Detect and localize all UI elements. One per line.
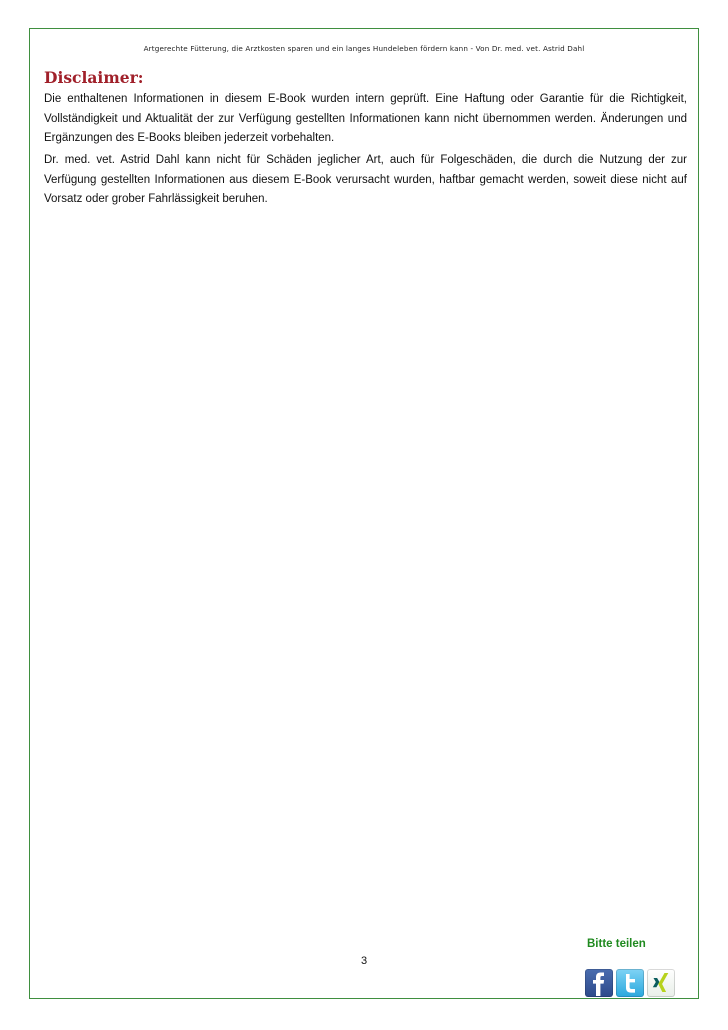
- page-number: 3: [361, 955, 368, 967]
- xing-icon[interactable]: [647, 969, 675, 997]
- twitter-icon[interactable]: [616, 969, 644, 997]
- running-header: Artgerechte Fütterung, die Arztkosten sparen und ein langes Hundeleben fördern kann - Von Dr. med. vet. Astrid Dahl: [143, 44, 585, 53]
- share-label: Bitte teilen: [587, 938, 646, 950]
- disclaimer-paragraph-2: Dr. med. vet. Astrid Dahl kann nicht für Schäden jeglicher Art, auch für Folgeschäden, die durch die Nutzung der zur Verfügung gestellten Informationen aus diesem E-Book verursacht wurden, haftbar gemacht werden, soweit diese nicht auf Vorsatz oder grober Fahrlässigkeit beruhen.: [44, 154, 687, 205]
- page-frame: [29, 28, 699, 999]
- share-icons: [585, 969, 675, 997]
- facebook-icon[interactable]: [585, 969, 613, 997]
- disclaimer-paragraph-1: Die enthaltenen Informationen in diesem E-Book wurden intern geprüft. Eine Haftung oder Garantie für die Richtigkeit, Vollständigkeit und Aktualität der zur Verfügung gestellten Informationen kann nicht übernommen werden. Änderungen und Ergänzungen des E-Books bleiben jederzeit vorbehalten.: [44, 93, 687, 144]
- disclaimer-title: Disclaimer:: [44, 68, 144, 87]
